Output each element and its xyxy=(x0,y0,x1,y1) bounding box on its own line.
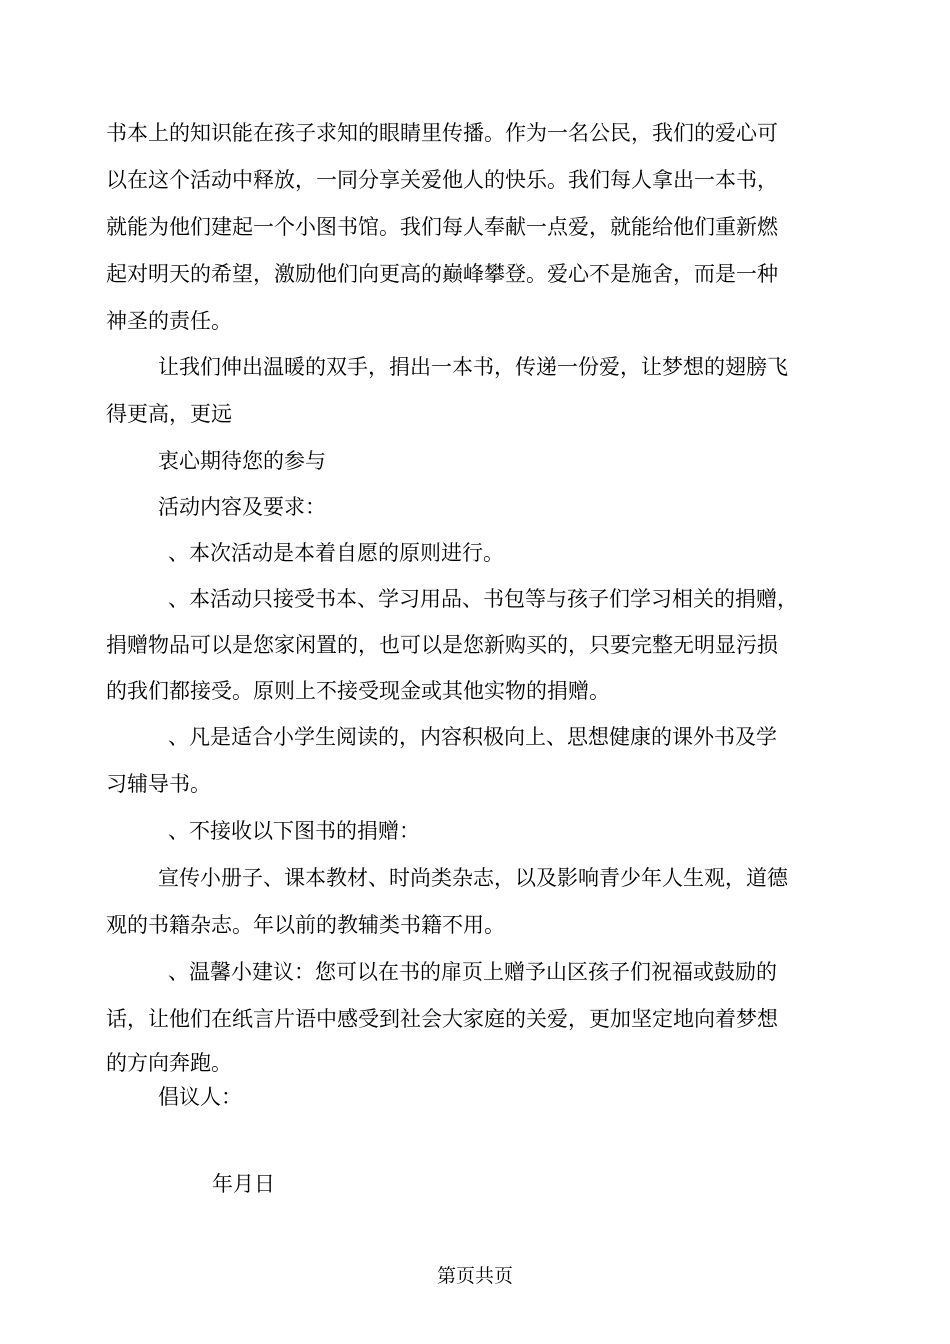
list-item: 、凡是适合小学生阅读的，内容积极向上、思想健康的课外书及学 xyxy=(168,725,777,749)
paragraph-line: 话，让他们在纸言片语中感受到社会大家庭的关爱，更加坚定地向着梦想 xyxy=(106,1007,778,1031)
paragraph-line: 观的书籍杂志。年以前的教辅类书籍不用。 xyxy=(106,913,505,937)
paragraph-line: 就能为他们建起一个小图书馆。我们每人奉献一点爱，就能给他们重新燃 xyxy=(106,215,778,239)
paragraph-line: 得更高，更远 xyxy=(106,402,232,426)
list-item: 、温馨小建议：您可以在书的扉页上赠予山区孩子们祝福或鼓励的 xyxy=(168,960,777,984)
paragraph-line: 让我们伸出温暖的双手，捐出一本书，传递一份爱，让梦想的翅膀飞 xyxy=(158,355,788,379)
initiator-label: 倡议人： xyxy=(158,1085,242,1109)
paragraph-line: 神圣的责任。 xyxy=(106,309,232,333)
paragraph-line: 习辅导书。 xyxy=(106,772,211,796)
list-item: 、本次活动是本着自愿的原则进行。 xyxy=(168,541,504,565)
paragraph-line: 衷心期待您的参与 xyxy=(158,449,326,473)
list-item: 、本活动只接受书本、学习用品、书包等与孩子们学习相关的捐赠， xyxy=(168,587,798,611)
paragraph-line: 捐赠物品可以是您家闲置的，也可以是您新购买的，只要完整无明显污损 xyxy=(106,633,778,657)
paragraph-line: 的我们都接受。原则上不接受现金或其他实物的捐赠。 xyxy=(106,679,610,703)
paragraph-line: 起对明天的希望，激励他们向更高的巅峰攀登。爱心不是施舍，而是一种 xyxy=(106,262,778,286)
paragraph-line: 宣传小册子、课本教材、时尚类杂志，以及影响青少年人生观，道德 xyxy=(158,866,788,890)
section-heading: 活动内容及要求： xyxy=(158,495,326,519)
date-line: 年月日 xyxy=(212,1172,275,1196)
paragraph-line: 的方向奔跑。 xyxy=(106,1051,232,1075)
list-item: 、不接收以下图书的捐赠： xyxy=(168,819,420,843)
paragraph-line: 以在这个活动中释放，一同分享关爱他人的快乐。我们每人拿出一本书， xyxy=(106,168,778,192)
paragraph-line: 书本上的知识能在孩子求知的眼睛里传播。作为一名公民，我们的爱心可 xyxy=(106,121,778,145)
page-footer: 第页共页 xyxy=(436,1265,513,1287)
